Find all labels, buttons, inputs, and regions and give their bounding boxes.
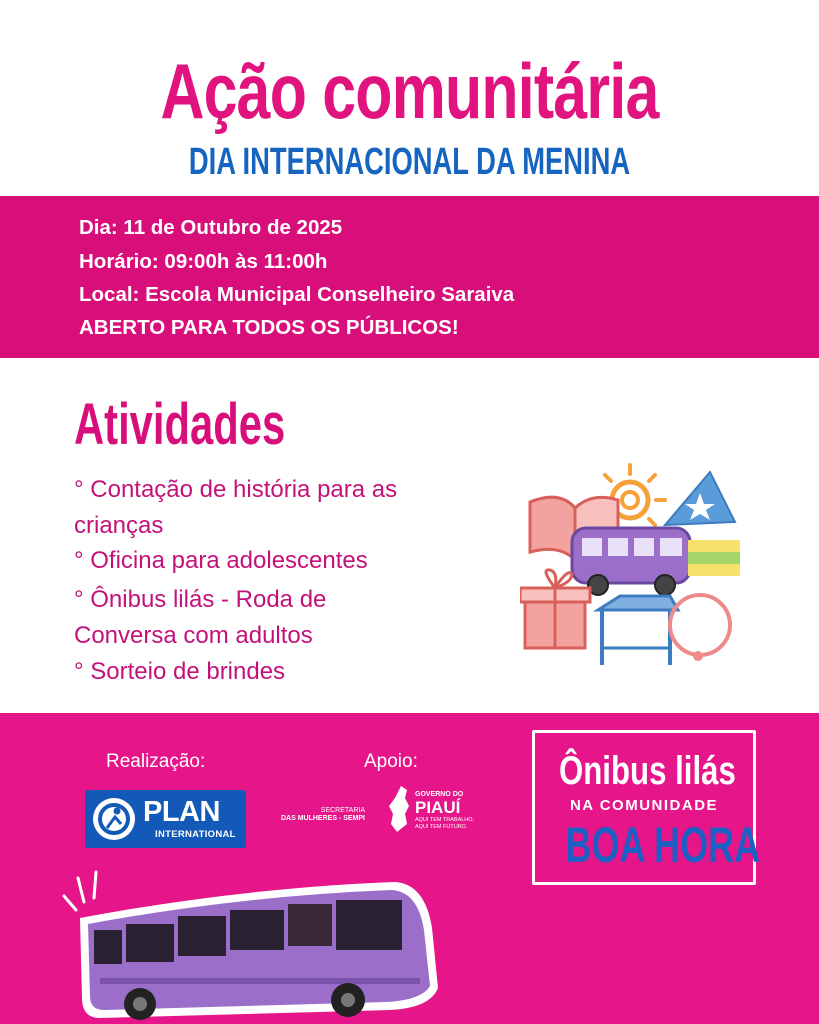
piaui-map-icon	[385, 784, 413, 834]
secretaria-logo	[265, 807, 365, 824]
onibus-box-place: BOA HORA	[565, 817, 761, 873]
page-title: Ação comunitária	[160, 47, 659, 135]
governo-small: GOVERNO DO	[415, 791, 464, 798]
plan-logo-sub: INTERNATIONAL	[155, 829, 236, 840]
onibus-box-title: Ônibus lilás	[558, 749, 736, 793]
activity-line: crianças	[74, 512, 164, 539]
onibus-lilas-box	[532, 730, 761, 885]
page-subtitle: DIA INTERNACIONAL DA MENINA	[188, 141, 631, 183]
onibus-box-subtitle: NA COMUNIDADE	[569, 797, 719, 814]
activity-line: ° Sorteio de brindes	[74, 658, 286, 685]
activities-title: Atividades	[74, 392, 286, 457]
table-icon	[598, 596, 678, 665]
governo-big: PIAUÍ	[415, 798, 461, 817]
secretaria-line-1: SECRETARIA	[320, 807, 365, 814]
plan-logo-word: PLAN	[143, 796, 220, 828]
activity-line: ° Ônibus lilás - Roda de	[74, 586, 327, 613]
bus-icon	[572, 528, 690, 595]
governo-tag-1: AQUI TEM TRABALHO,	[415, 817, 475, 823]
realizacao-label: Realização:	[106, 751, 206, 772]
governo-tag	[415, 817, 474, 830]
plan-international-logo	[85, 790, 246, 848]
activities-illustration	[520, 460, 750, 680]
ring-icon	[670, 595, 730, 661]
event-info-band	[0, 196, 819, 358]
event-audience: ABERTO PARA TODOS OS PÚBLICOS!	[79, 316, 459, 339]
star-triangle-icon	[665, 472, 735, 525]
plan-person-icon	[93, 798, 135, 840]
event-time: Horário: 09:00h às 11:00h	[79, 250, 328, 273]
event-location: Local: Escola Municipal Conselheiro Saraiva	[79, 283, 515, 306]
governo-tag-2: AQUI TEM FUTURO.	[415, 823, 468, 830]
stripes-icon	[688, 540, 740, 576]
governo-piaui-logo	[385, 784, 480, 834]
purple-bus-photo	[60, 868, 440, 1024]
activity-line: Conversa com adultos	[74, 622, 313, 649]
secretaria-line-2: DAS MULHERES - SEMPI	[280, 815, 365, 823]
activity-line: ° Contação de história para as	[74, 476, 398, 503]
apoio-label: Apoio:	[364, 751, 418, 772]
event-date: Dia: 11 de Outubro de 2025	[79, 216, 343, 239]
activity-line: ° Oficina para adolescentes	[74, 547, 368, 574]
